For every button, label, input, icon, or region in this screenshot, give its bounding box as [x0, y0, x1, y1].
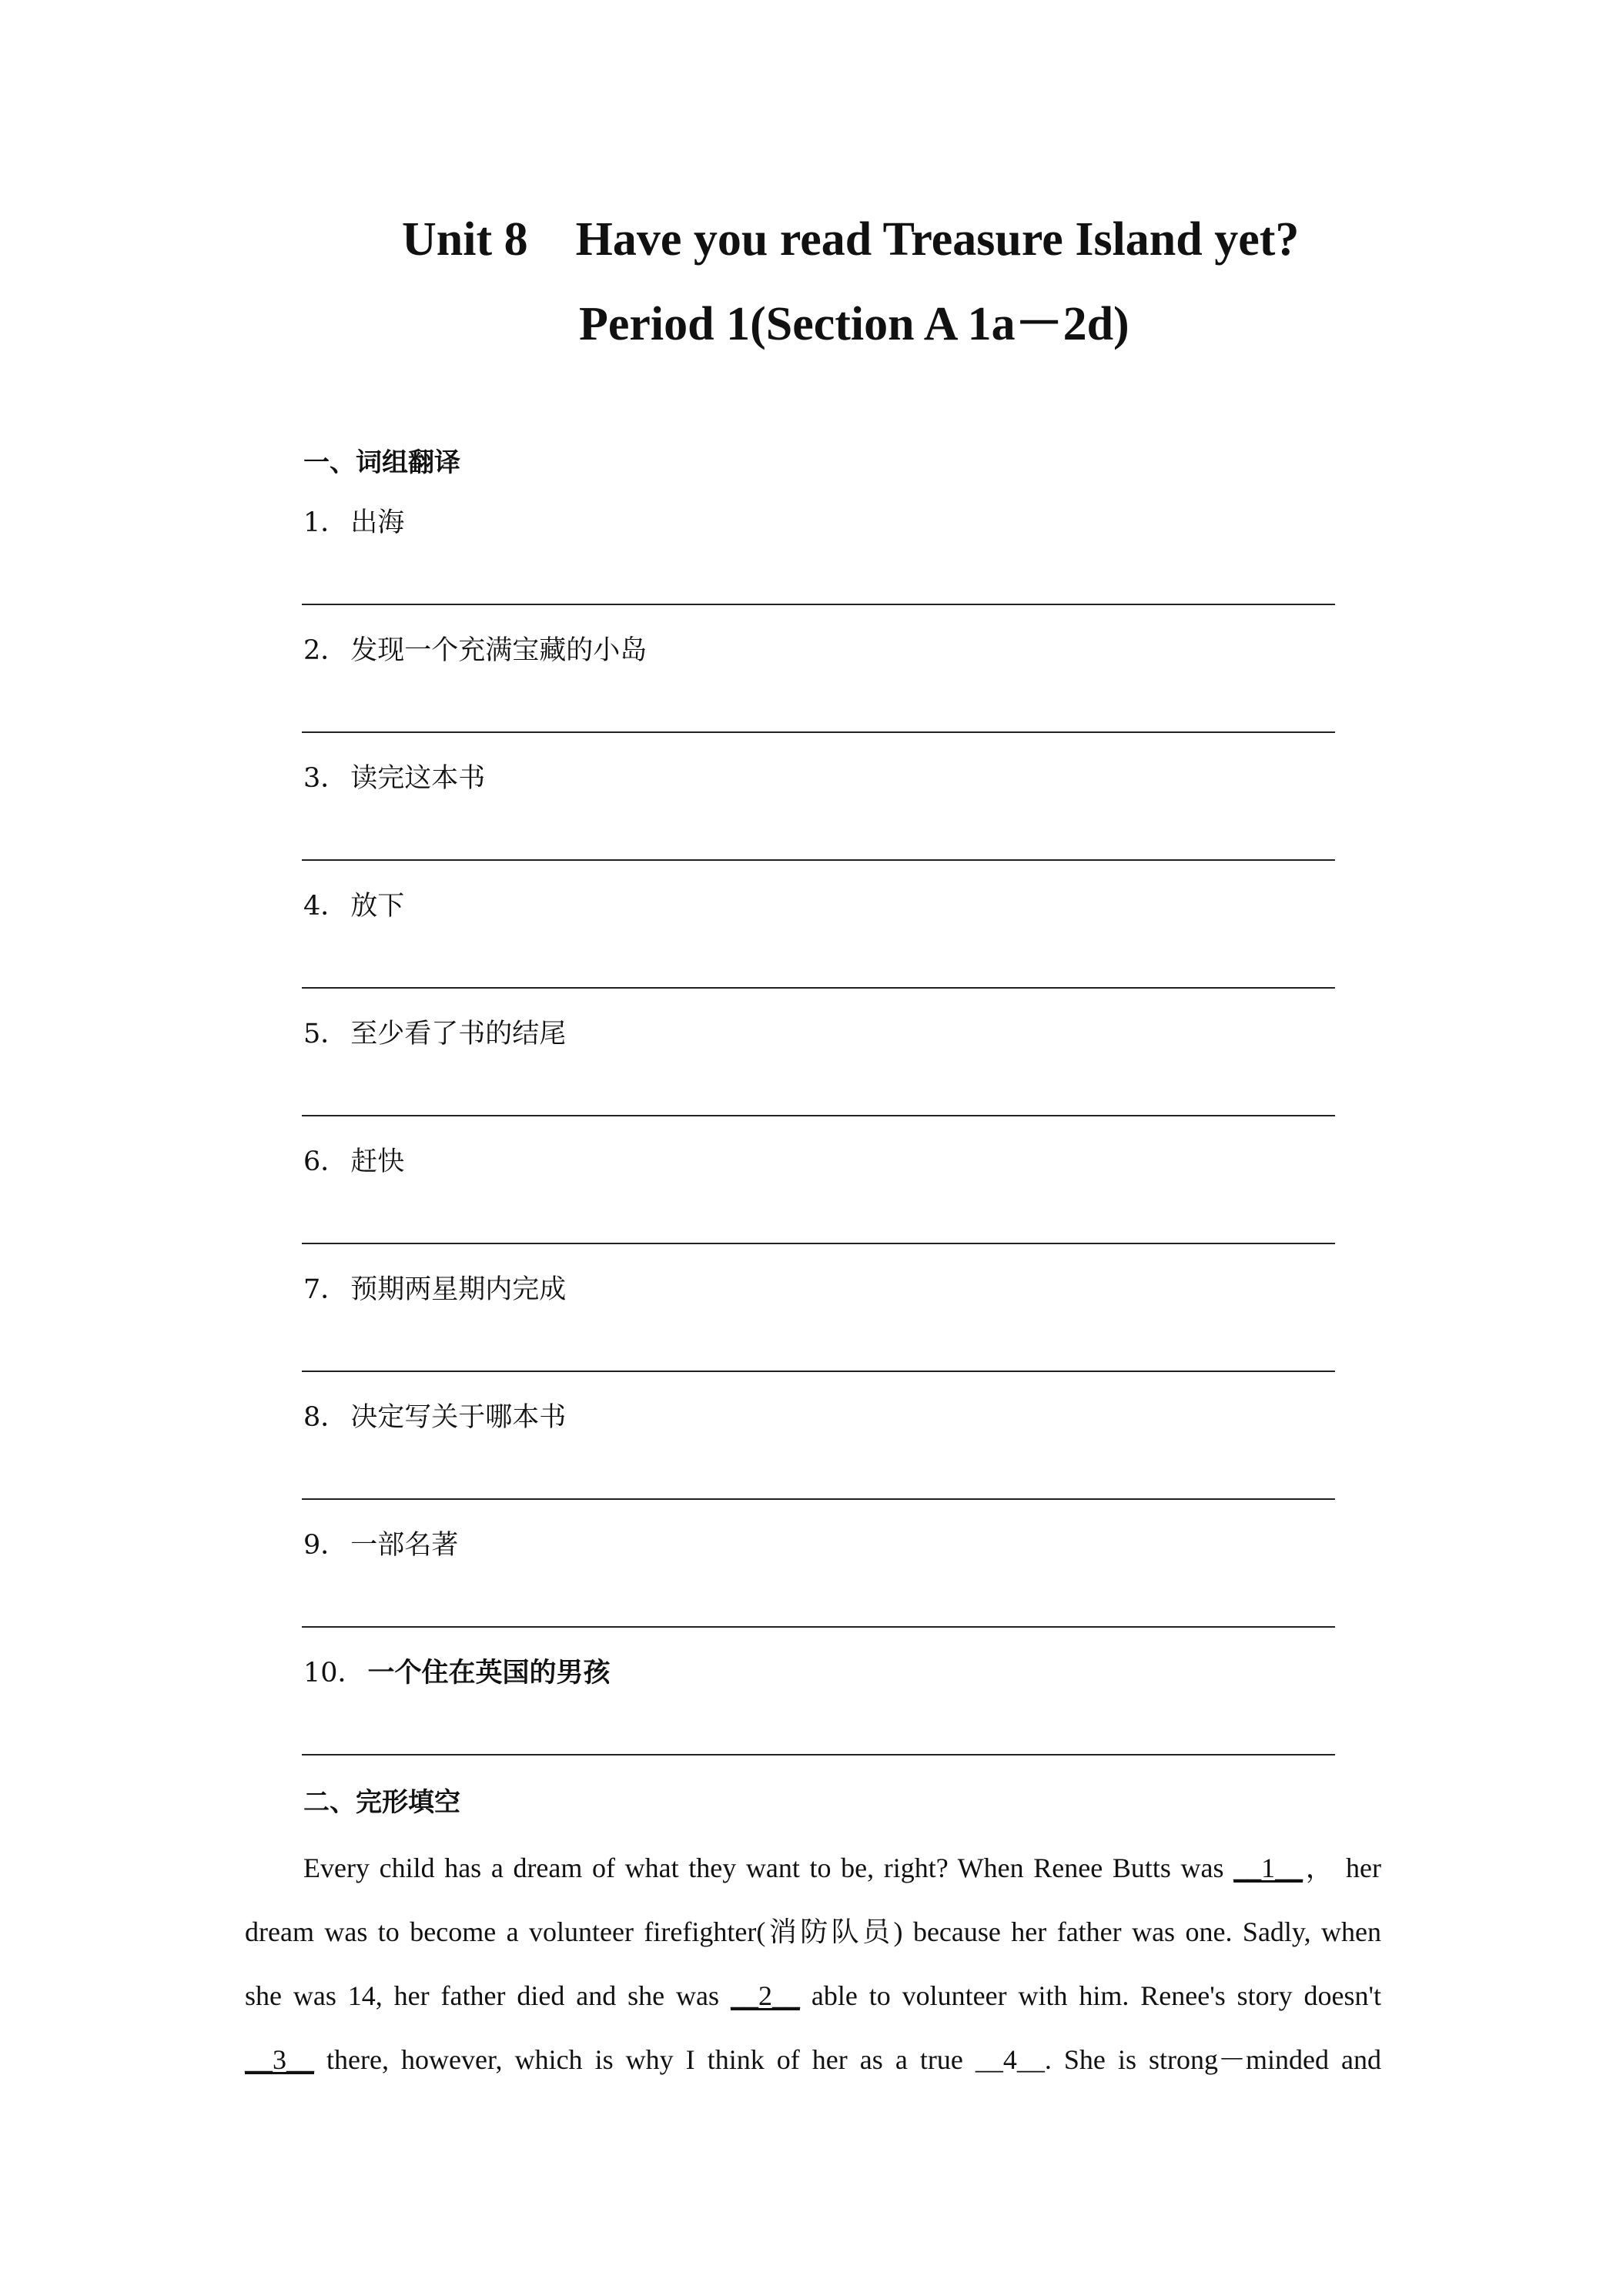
- item-text: 发现一个充满宝藏的小岛: [350, 635, 648, 666]
- translation-item: [303, 507, 405, 538]
- answer-line-9[interactable]: [302, 1626, 1335, 1628]
- translation-item: [303, 1404, 566, 1431]
- translation-item: [303, 1146, 405, 1177]
- answer-line-1[interactable]: [302, 604, 1335, 605]
- passage-text: ， her: [1303, 1853, 1382, 1883]
- translation-item: [303, 1021, 566, 1048]
- answer-line-7[interactable]: [302, 1371, 1335, 1372]
- item-text: 预期两星期内完成: [350, 1274, 567, 1305]
- item-number: 7．: [303, 1274, 348, 1305]
- item-number: 2．: [303, 635, 348, 666]
- item-text: 至少看了书的结尾: [350, 1019, 567, 1049]
- passage-text: Every child has a dream of what they want to be, right? When Renee Butts was: [303, 1853, 1234, 1883]
- unit-title: Unit 8 Have you read Treasure Island yet?: [402, 213, 1300, 266]
- item-text: 决定写关于哪本书: [350, 1402, 567, 1433]
- translation-item: [303, 893, 404, 920]
- cloze-blank-1[interactable]: __1__: [1233, 1853, 1303, 1883]
- item-number: 3．: [303, 763, 348, 794]
- period-title: Period 1(Section A 1a－2d): [579, 298, 1129, 350]
- item-number: 6．: [303, 1146, 348, 1177]
- cloze-blank-2[interactable]: __2__: [730, 1980, 800, 2011]
- item-number: 9．: [303, 1530, 348, 1561]
- translation-item: [303, 635, 648, 666]
- answer-line-4[interactable]: [302, 987, 1335, 989]
- item-text: 读完这本书: [350, 763, 486, 794]
- item-text: 一部名著: [350, 1530, 459, 1561]
- cloze-blank-3[interactable]: __3__: [245, 2044, 314, 2075]
- passage-line: [303, 1854, 1381, 1882]
- passage-text: dream was to become a volunteer firefighter(消防队员) because her father was one. Sadly, when: [245, 1916, 1381, 1947]
- passage-text: there, however, which is why I think of her as a true __4__. She is strong－minded and: [314, 2044, 1381, 2075]
- item-number: 8．: [303, 1402, 348, 1433]
- answer-line-6[interactable]: [302, 1243, 1335, 1244]
- item-number: 1．: [303, 507, 348, 538]
- translation-item: [303, 765, 485, 792]
- answer-line-8[interactable]: [302, 1498, 1335, 1500]
- item-number: 10．: [303, 1658, 365, 1689]
- passage-line: [245, 2046, 1381, 2073]
- translation-item: [303, 1274, 567, 1305]
- item-text: 赶快: [350, 1146, 405, 1177]
- passage-text: able to volunteer with him. Renee's story doesn't: [799, 1980, 1381, 2011]
- answer-line-2[interactable]: [302, 731, 1335, 733]
- item-number: 5．: [303, 1019, 348, 1049]
- translation-item: [303, 1532, 458, 1559]
- item-text: 一个住在英国的男孩: [367, 1658, 611, 1689]
- passage-line: [245, 1918, 1381, 1946]
- answer-line-5[interactable]: [302, 1115, 1335, 1116]
- item-number: 4．: [303, 891, 348, 922]
- answer-line-3[interactable]: [302, 859, 1335, 861]
- passage-line: [245, 1982, 1381, 2010]
- item-text: 放下: [350, 891, 405, 922]
- translation-item: [303, 1660, 611, 1687]
- section-heading-translation: 一、词组翻译: [303, 447, 460, 478]
- section-heading-cloze: 二、完形填空: [303, 1787, 460, 1818]
- passage-text: she was 14, her father died and she was: [245, 1980, 731, 2011]
- item-text: 出海: [350, 507, 405, 538]
- answer-line-10[interactable]: [302, 1754, 1335, 1755]
